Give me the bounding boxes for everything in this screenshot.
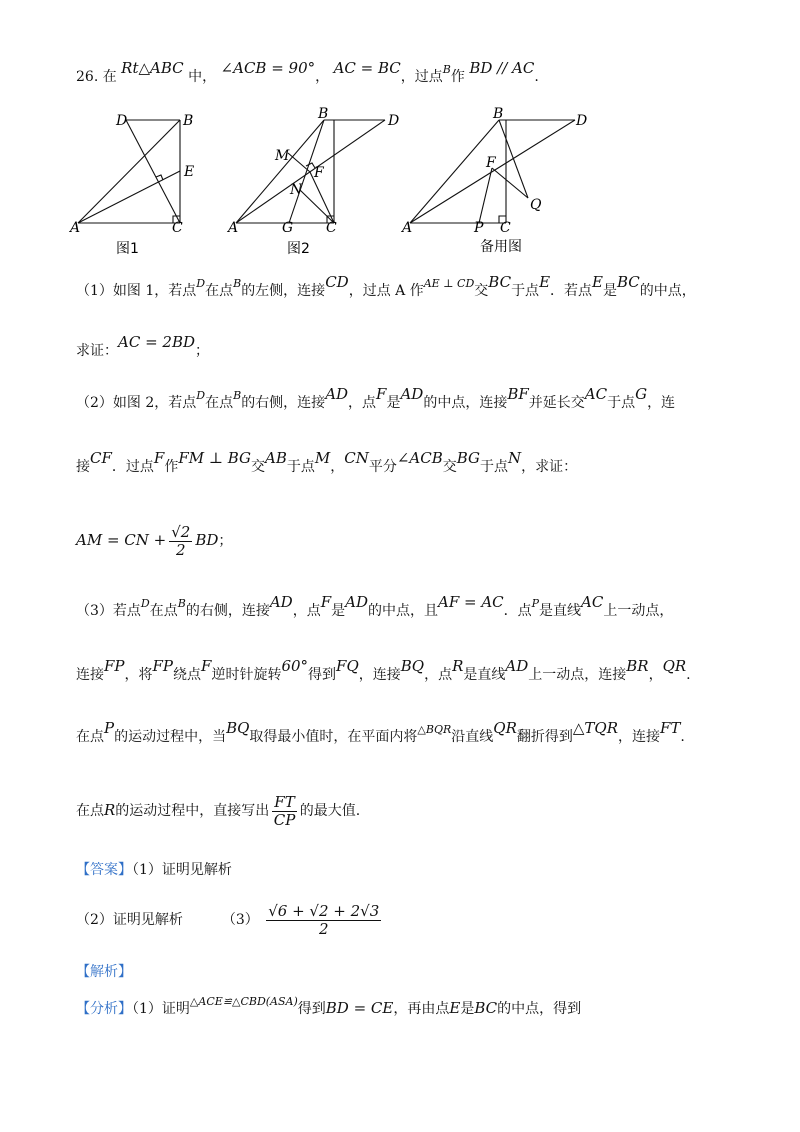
- svg-text:B: B: [183, 113, 194, 129]
- svg-text:M: M: [275, 148, 290, 164]
- svg-text:A: A: [402, 220, 413, 236]
- question-intro: 26. 在 Rt△ABC 中， ∠ACB = 90°， AC = BC，过点$^B$作 BD // AC.: [76, 59, 539, 85]
- svg-text:F: F: [314, 165, 324, 181]
- analysis-line: 【分析】（1）证明$^{\triangle ACE≌\triangle CBD(ASA)}$得到BD = CE，再由点E是BC的中点，得到: [76, 995, 582, 1017]
- svg-text:C: C: [172, 220, 183, 236]
- part3-line4: 在点R的运动过程中，直接写出 $\frac{FT}{CP}$ 的最大值.: [76, 792, 361, 829]
- answer-fraction: $\frac{√6 + √2 + 2√3}{2}$: [268, 901, 380, 938]
- fraction-ft-over-cp: $\frac{FT}{CP}$: [273, 792, 296, 829]
- part3-line2: 连接FP，将FP绕点F逆时针旋转60°得到FQ，连接BQ，点R是直线AD上一动点，连接BR，QR.: [76, 657, 691, 683]
- part1-line2: 求证：AC = 2BD；: [76, 333, 210, 359]
- part3-line1: （3）若点$^D$在点$^B$的右侧，连接AD，点F是AD的中点，且AF = AC．点$^P$是直线AC上一动点，: [76, 593, 674, 619]
- fraction-sqrt2-over-2: $\frac{√2}{2}$: [171, 522, 191, 559]
- svg-text:D: D: [116, 113, 128, 129]
- svg-text:Q: Q: [530, 197, 542, 213]
- part2-line1: （2）如图 2，若点$^D$在点$^B$的右侧，连接AD，点F是AD的中点，连接BF并延长交AC于点G，连: [76, 385, 676, 411]
- svg-text:A: A: [70, 220, 81, 236]
- answer-tag: 【答案】: [76, 862, 132, 878]
- part1-line1: （1）如图 1，若点$^D$在点$^B$的左侧，连接CD，过点 A 作$^{AE \perp CD}$交BC于点E．若点E是BC的中点，: [76, 273, 696, 299]
- figure-2-labels: [226, 106, 399, 236]
- geometry-figures: [60, 105, 620, 265]
- figure-2-caption: 图2: [287, 241, 310, 257]
- svg-text:P: P: [474, 220, 484, 236]
- figure-1-caption: 图1: [116, 241, 139, 257]
- analysis-tag: 【解析】: [76, 964, 132, 980]
- answer-line2: （2）证明见解析 （3） $\frac{√6 + √2 + 2√3}{2}$: [76, 901, 380, 938]
- svg-text:D: D: [576, 113, 588, 129]
- svg-text:E: E: [184, 164, 195, 180]
- figure-3-caption: 备用图: [480, 239, 522, 255]
- answer-line1: 【答案】（1）证明见解析: [76, 862, 232, 878]
- svg-text:B: B: [318, 106, 329, 122]
- svg-text:C: C: [326, 220, 337, 236]
- svg-text:D: D: [388, 113, 400, 129]
- part2-line2: 接CF．过点F作FM ⊥ BG交AB于点M，CN平分∠ACB交BG于点N，求证：: [76, 449, 578, 475]
- fenxi-tag: 【分析】: [76, 1001, 132, 1017]
- analysis-tag-line: [76, 962, 760, 982]
- svg-text:A: A: [228, 220, 239, 236]
- figure-1-labels: [68, 113, 194, 236]
- part2-equation: AM = CN + $\frac{√2}{2}$ BD；: [76, 522, 233, 559]
- part3-line3: 在点P的运动过程中，当BQ取得最小值时，在平面内将$^{\triangle BQR}$沿直线QR翻折得到△TQR，连接FT.: [76, 719, 685, 745]
- figure-2: [236, 120, 385, 223]
- svg-text:G: G: [282, 220, 294, 236]
- svg-text:B: B: [493, 106, 504, 122]
- svg-text:N: N: [290, 182, 303, 198]
- question-number: 26.: [76, 69, 99, 85]
- svg-text:C: C: [500, 220, 511, 236]
- figure-1: [78, 120, 180, 223]
- svg-text:F: F: [486, 155, 496, 171]
- figure-3: [410, 120, 575, 223]
